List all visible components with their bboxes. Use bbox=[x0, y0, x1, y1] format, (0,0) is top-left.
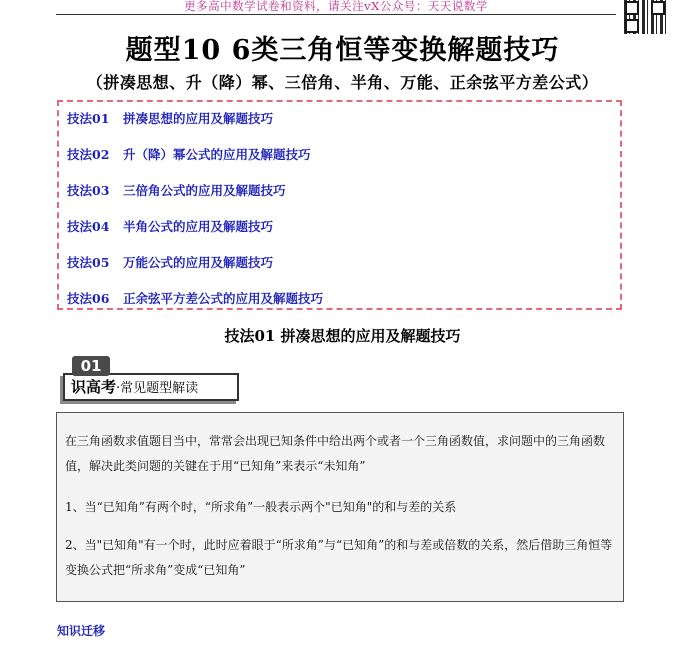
badge-number: 01 bbox=[72, 356, 110, 376]
toc-item-label: 拼凑思想的应用及解题技巧 bbox=[123, 111, 274, 126]
badge-main-text: 识高考 bbox=[71, 378, 117, 396]
toc-item-number: 技法04 bbox=[67, 219, 110, 234]
knowledge-transfer-label: 知识迁移 bbox=[57, 624, 106, 638]
toc-item-5[interactable] bbox=[67, 254, 273, 272]
page-subtitle: （拼凑思想、升（降）幂、三倍角、半角、万能、正余弦平方差公式） bbox=[86, 73, 599, 92]
toc-item-4[interactable] bbox=[67, 218, 273, 236]
section-heading: 技法01 拼凑思想的应用及解题技巧 bbox=[224, 327, 461, 345]
badge-sub-text: ·常见题型解读 bbox=[116, 381, 199, 396]
toc-item-2[interactable] bbox=[67, 146, 311, 164]
toc-item-label: 三倍角公式的应用及解题技巧 bbox=[123, 183, 286, 198]
toc-item-3[interactable] bbox=[67, 182, 286, 200]
explanation-paragraph-1: 在三角函数求值题目当中，常常会出现已知条件中给出两个或者一个三角函数值，求问题中的三角函数值，解决此类问题的关键在于用“已知角”来表示“未知角” bbox=[65, 434, 606, 473]
section-badge bbox=[60, 356, 240, 404]
explanation-paragraph-3: 2、当"已知角"有一个时，此时应着眼于“所求角”与“已知角”的和与差或倍数的关系，然后借助三角恒等变换公式把“所求角”变成“已知角” bbox=[65, 538, 613, 577]
toc-item-label: 正余弦平方差公式的应用及解题技巧 bbox=[123, 291, 324, 306]
toc-item-number: 技法06 bbox=[67, 291, 110, 306]
toc-item-label: 万能公式的应用及解题技巧 bbox=[123, 255, 274, 270]
toc-item-label: 半角公式的应用及解题技巧 bbox=[123, 219, 274, 234]
top-banner bbox=[56, 0, 616, 15]
toc-item-1[interactable] bbox=[67, 110, 273, 128]
toc-item-number: 技法03 bbox=[67, 183, 110, 198]
toc-item-number: 技法01 bbox=[67, 111, 110, 126]
toc-item-6[interactable] bbox=[67, 290, 323, 308]
toc-item-label: 升（降）幂公式的应用及解题技巧 bbox=[123, 147, 311, 162]
badge-label bbox=[63, 373, 239, 401]
toc-item-number: 技法02 bbox=[67, 147, 110, 162]
explanation-box bbox=[56, 412, 624, 602]
banner-text: 更多高中数学试卷和资料，请关注vX公众号：天天说数学 bbox=[184, 0, 488, 13]
explanation-paragraph-2: 1、当“已知角”有两个时，“所求角”一般表示两个"已知角"的和与差的关系 bbox=[65, 500, 457, 514]
toc-item-number: 技法05 bbox=[67, 255, 110, 270]
page-title: 题型10 6类三角恒等变换解题技巧 bbox=[125, 35, 560, 66]
table-of-contents bbox=[57, 100, 622, 310]
